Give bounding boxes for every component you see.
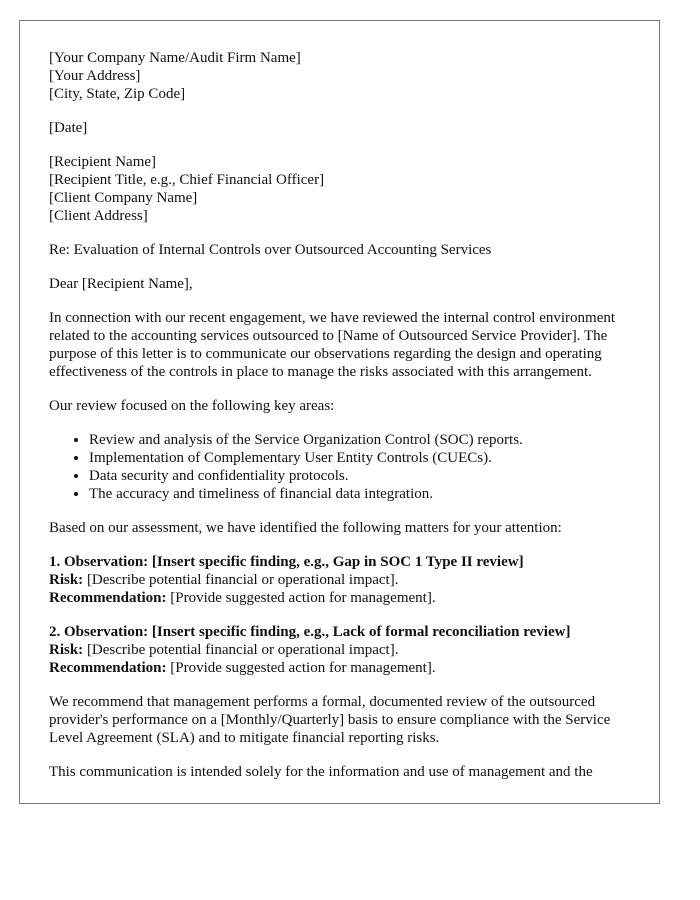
recipient-name: [Recipient Name] bbox=[49, 154, 157, 170]
recipient-title: [Recipient Title, e.g., Chief Financial Officer] bbox=[49, 172, 325, 188]
list-item: • Data security and confidentiality protocols. bbox=[89, 467, 639, 485]
assessment-intro: Based on our assessment, we have identified the following matters for your attention: bbox=[49, 520, 562, 536]
sender-city: [City, State, Zip Code] bbox=[49, 86, 186, 102]
letter-page bbox=[19, 20, 660, 804]
observation-recommendation bbox=[49, 589, 639, 607]
date-block bbox=[49, 119, 639, 137]
observation-recommendation bbox=[49, 659, 639, 677]
sender-block bbox=[49, 49, 639, 103]
risk-label: Risk: bbox=[49, 642, 84, 658]
intro-paragraph: In connection with our recent engagement, we have reviewed the internal control environment related to the accounting services outsourced to [Name of Outsourced Service Provider]. The purpose of this letter is to communicate our observations regarding the design and operating effectiveness of the controls in place to manage the risks associated with this arrangement. bbox=[49, 310, 616, 380]
salutation: Dear [Recipient Name], bbox=[49, 276, 193, 292]
recommendation-text: [Provide suggested action for management]. bbox=[166, 590, 436, 606]
observation-title: 1. Observation: [Insert specific finding, e.g., Gap in SOC 1 Type II review] bbox=[49, 554, 524, 570]
recipient-address: [Client Address] bbox=[49, 208, 148, 224]
recommendation-label: Recommendation: bbox=[49, 590, 167, 606]
observation-2 bbox=[49, 623, 639, 677]
recipient-block bbox=[49, 153, 639, 225]
recommendation-paragraph: We recommend that management performs a formal, documented review of the outsourced provider's performance on a [Monthly/Quarterly] basis to ensure compliance with the Service Level Agreement (SLA) and to mitigate financial reporting risks. bbox=[49, 694, 611, 746]
recommendation-label: Recommendation: bbox=[49, 660, 167, 676]
list-item: • Implementation of Complementary User Entity Controls (CUECs). bbox=[89, 449, 639, 467]
observation-title: 2. Observation: [Insert specific finding, e.g., Lack of formal reconciliation review] bbox=[49, 624, 571, 640]
letter-date: [Date] bbox=[49, 120, 88, 136]
focus-intro: Our review focused on the following key areas: bbox=[49, 398, 335, 414]
recommendation-text: [Provide suggested action for management]. bbox=[166, 660, 436, 676]
letter-body bbox=[49, 49, 639, 797]
recipient-company: [Client Company Name] bbox=[49, 190, 198, 206]
risk-label: Risk: bbox=[49, 572, 84, 588]
subject-line: Re: Evaluation of Internal Controls over Outsourced Accounting Services bbox=[49, 242, 492, 258]
focus-areas-list bbox=[49, 431, 639, 503]
sender-company: [Your Company Name/Audit Firm Name] bbox=[49, 50, 301, 66]
closing-paragraph: This communication is intended solely for the information and use of management and the bbox=[49, 764, 593, 780]
observation-risk bbox=[49, 571, 639, 589]
list-item: • The accuracy and timeliness of financial data integration. bbox=[89, 485, 639, 503]
risk-text: [Describe potential financial or operational impact]. bbox=[83, 642, 399, 658]
observation-1 bbox=[49, 553, 639, 607]
observation-risk bbox=[49, 641, 639, 659]
risk-text: [Describe potential financial or operational impact]. bbox=[83, 572, 399, 588]
sender-address: [Your Address] bbox=[49, 68, 141, 84]
list-item: • Review and analysis of the Service Organization Control (SOC) reports. bbox=[89, 431, 639, 449]
